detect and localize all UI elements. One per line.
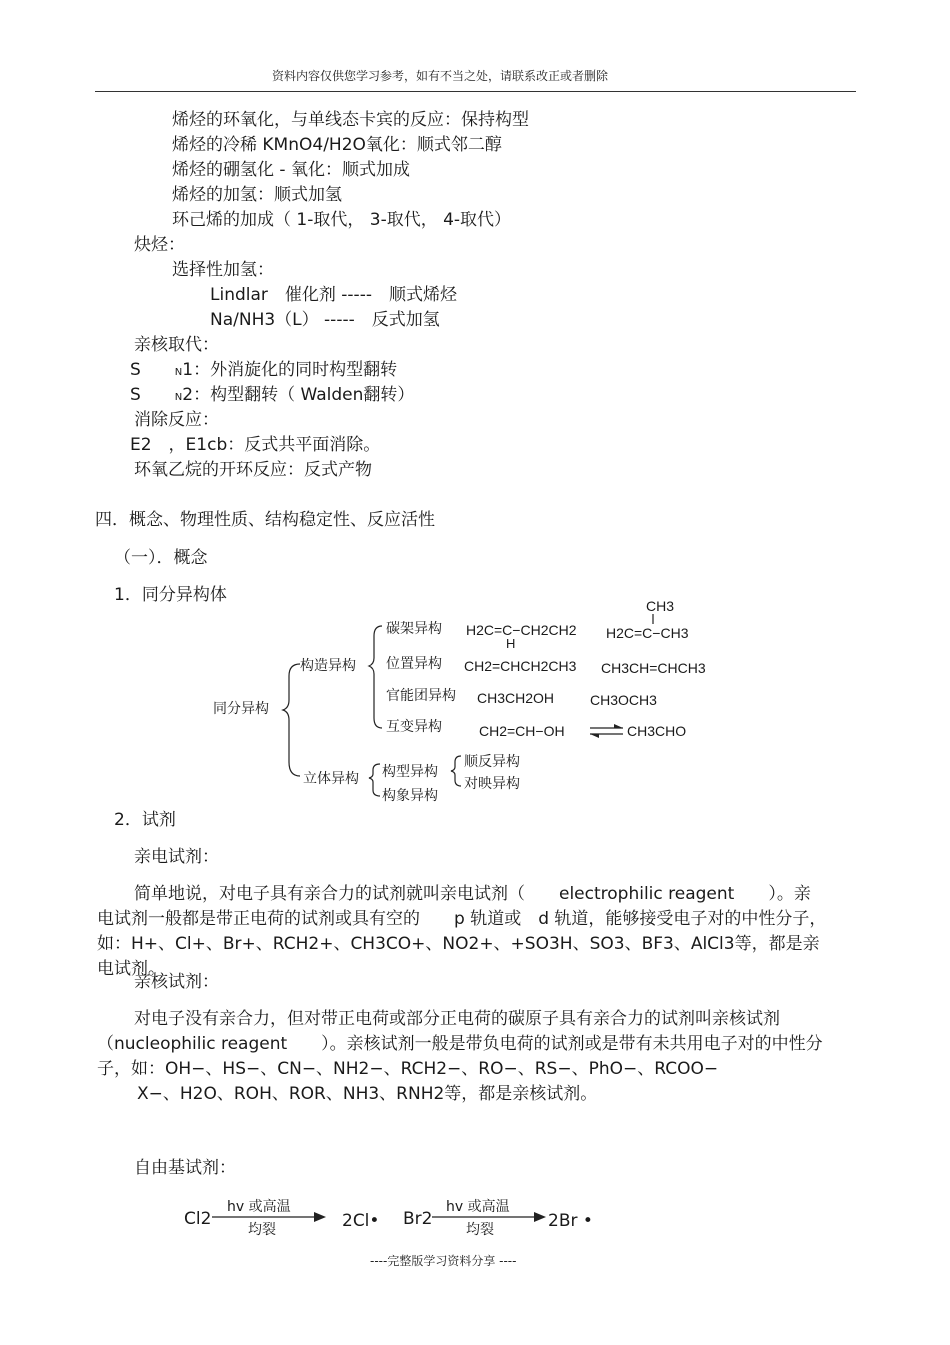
enantiomer-label: 对映异构 bbox=[464, 776, 520, 792]
conformation-label: 构象异构 bbox=[382, 788, 438, 804]
radical-title: 自由基试剂： bbox=[134, 1158, 236, 1178]
cl2-reactant: Cl2 bbox=[184, 1209, 212, 1229]
configuration-label: 构型异构 bbox=[382, 764, 438, 780]
e2-line: E2 ，E1cb：反式共平面消除。 bbox=[130, 435, 381, 455]
electrophile-title: 亲电试剂： bbox=[134, 847, 219, 867]
formula-dimethyl-ether: CH3OCH3 bbox=[590, 692, 657, 708]
carbon-skeleton-label: 碳架异构 bbox=[386, 621, 442, 637]
formula-2-butene: CH3CH=CHCH3 bbox=[601, 660, 706, 676]
formula-ethanol: CH3CH2OH bbox=[477, 690, 555, 706]
br2-reactant: Br2 bbox=[403, 1209, 433, 1229]
constitutional-isomer-label: 构造异构 bbox=[300, 658, 356, 674]
alkene-line-hydroboration: 烯烃的硼氢化 - 氧化：顺式加成 bbox=[172, 160, 410, 180]
tautomer-label: 互变异构 bbox=[386, 719, 442, 735]
br2-condition-bottom: 均裂 bbox=[466, 1222, 494, 1238]
formula-h-atom: H bbox=[506, 636, 516, 651]
functional-isomer-label: 官能团异构 bbox=[386, 688, 456, 704]
nucleophile-paragraph: 对电子没有亲合力，但对带正电荷或部分正电荷的碳原子具有亲合力的试剂叫亲核试剂（nucleophilic reagent ）。亲核试剂一般是带负电荷的试剂或是带有未共用电子对的中性分子，如：OH−、HS−、CN−、NH2−、RCH2−、RO−、RS−、PhO−、RCOO− bbox=[97, 1009, 823, 1079]
formula-1-butene-a: H2C=C−CH2CH2 bbox=[466, 622, 577, 638]
cis-trans-label: 顺反异构 bbox=[464, 754, 520, 770]
alkene-line-kmno4: 烯烃的冷稀 KMnO4/H2O氧化：顺式邻二醇 bbox=[172, 135, 502, 155]
item-isomers: 1．同分异构体 bbox=[114, 585, 227, 605]
alkene-line-cyclohexene: 环己烯的加成（ 1-取代， 3-取代， 4-取代） bbox=[172, 210, 512, 230]
alkyne-title: 炔烃： bbox=[134, 235, 185, 255]
subsection-title: （一）．概念 bbox=[114, 548, 208, 568]
na-nh3-line: Na/NH3（L） ----- 反式加氢 bbox=[210, 310, 440, 330]
alkene-line-hydrogenation: 烯烃的加氢：顺式加氢 bbox=[172, 185, 342, 205]
item-reagents: 2．试剂 bbox=[114, 810, 176, 830]
nucleophile-title: 亲核试剂： bbox=[134, 972, 219, 992]
selective-hydrogenation: 选择性加氢： bbox=[172, 260, 274, 280]
cl2-condition-top: hv 或高温 bbox=[227, 1199, 291, 1215]
electrophile-paragraph: 简单地说，对电子具有亲合力的试剂就叫亲电试剂（ electrophilic reagent ）。亲电试剂一般都是带正电荷的试剂或具有空的 p 轨道或 d 轨道，能够接受电子对的中性分子，如：H+、Cl+、Br+、RCH2+、CH3CO+、NO2+、+SO3H、SO3、BF3、AlCl3等，都是亲电试剂。 bbox=[97, 884, 827, 979]
cl2-condition-bottom: 均裂 bbox=[248, 1222, 276, 1238]
lindlar-line: Lindlar 催化剂 ----- 顺式烯烃 bbox=[210, 285, 457, 305]
page-header: 资料内容仅供您学习参考，如有不当之处，请联系改正或者删除 bbox=[272, 69, 609, 83]
formula-1-butene: CH2=CHCH2CH3 bbox=[464, 658, 577, 674]
sn1-line: S N1：外消旋化的同时构型翻转 bbox=[130, 360, 398, 380]
isomer-root-label: 同分异构 bbox=[213, 701, 269, 717]
cl-radical-product: 2Cl• bbox=[342, 1211, 380, 1231]
elimination-title: 消除反应： bbox=[134, 410, 219, 430]
epoxide-line: 环氧乙烷的开环反应：反式产物 bbox=[134, 460, 372, 480]
alkene-line-epoxidation: 烯烃的环氧化，与单线态卡宾的反应：保持构型 bbox=[172, 110, 529, 130]
methyl-substituent: CH3 bbox=[646, 598, 675, 614]
nucleophile-line2: X−、H2O、ROH、ROR、NH3、RNH2等，都是亲核试剂。 bbox=[137, 1084, 598, 1104]
br-radical-product: 2Br • bbox=[548, 1211, 593, 1231]
section-title: 四．概念、物理性质、结构稳定性、反应活性 bbox=[95, 510, 435, 530]
formula-vinyl-alcohol: CH2=CH−OH bbox=[479, 723, 565, 739]
page-footer: ----完整版学习资料分享 ---- bbox=[370, 1254, 517, 1268]
formula-acetaldehyde: CH3CHO bbox=[627, 723, 687, 739]
position-isomer-label: 位置异构 bbox=[386, 656, 442, 672]
sn2-line: S N2：构型翻转（ Walden翻转） bbox=[130, 385, 415, 405]
br2-condition-top: hv 或高温 bbox=[446, 1199, 510, 1215]
stereo-isomer-label: 立体异构 bbox=[303, 771, 359, 787]
formula-isobutene: H2C=C−CH3 bbox=[606, 625, 689, 641]
substitution-title: 亲核取代： bbox=[134, 335, 219, 355]
